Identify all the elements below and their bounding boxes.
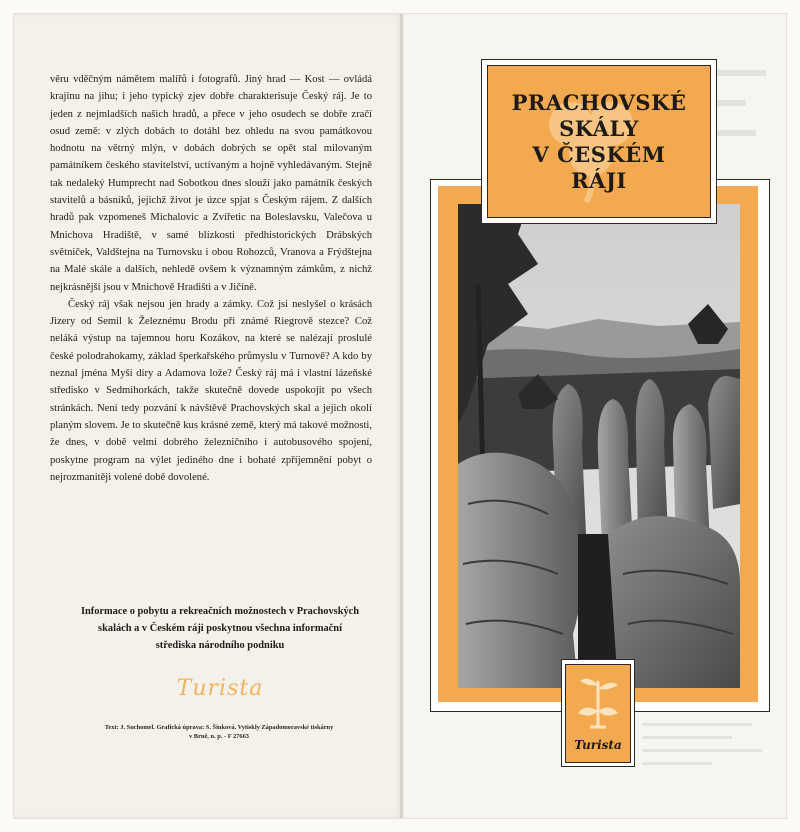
rock-towers-photo <box>458 204 740 688</box>
left-panel <box>14 14 402 818</box>
title-line: V ČESKÉM <box>532 141 666 167</box>
title-box <box>487 65 711 218</box>
body-text <box>50 71 372 486</box>
credits-line: v Brně, n. p. - F 27663 <box>189 733 249 740</box>
cover-title <box>512 90 687 194</box>
info-text: Informace o pobytu a rekreačních možnostech v Prachovských skalách a v Českém ráji poskytnou všechna informační střediska národního podniku <box>80 606 360 651</box>
plant-emblem-icon <box>566 667 630 739</box>
badge-logo-text: Turista <box>574 738 622 752</box>
show-through-marks <box>642 718 772 778</box>
credits-line: Text: J. Suchomel. Grafická úprava: S. Šinková. Vytiskly Západomoravské tiskárny <box>104 724 334 731</box>
turista-badge <box>565 664 631 763</box>
credits <box>54 723 384 741</box>
paragraph: věru vděčným námětem malířů i fotografů. Jiný hrad — Kost — ovládá krajinu na jihu; i jeho typický zjev dobře charakterisuje Český ráj. Je to jeden z nejmladších našich hradů, a přece v jeho osudech se dobře zračí osud země: v zlých dobách to dotáhl bez ohledu na svou památkovou hodnotu na větrný mlýn, v dobách dobrých se opět stal milovaným památníkem českého stavitelství, uctívaným a hojně vyhledávaným. Stejně tak nedaleký Humprecht nad Sobotkou dnes slouží jako památník českých stavitelů a básníků, jejichž život je úzce spjat s Českým rájem. Z dalších hradů pak vzpomeneš Michalovic a Zvířetic na Boleslavsku, Valečova u Mnichova Hradiště, v samé blízkosti předhistorických Drábských světniček, Valdštejna na Turnovsku i obou Rohozců, Vranova a Frýdštejna na Malé skále a dalších, nehledě ovšem k významným zámkům, z nichž nejkrásnější jsou v Mnichově Hradišti a v Jičíně. <box>50 74 372 293</box>
paragraph: Český ráj však nejsou jen hrady a zámky. Což jsi neslyšel o krásách Jizery od Semil k Železnému Brodu při známé Riegrově stezce? Což neláká výstup na tajemnou horu Kozákov, na které se nalézají proslulé české polodrahokamy, základ šperkařského průmyslu v Turnově? A kdo by neznal jména Myší díry a Adamova lože? Český ráj má i vlastní lázeňské středisko v Sedmihorkách, takže skutečně dovede uspokojit po všech stránkách. Není tedy pozvání k návštěvě Prachovských skal a jejich okolí planým slovem. Je to skutečně kus krásné země, který má takové možnosti, že dnes, v době velmi dobrého železničního i autobusového spojení, poskytne program na výlet jediného dne i bohaté zpříjemnění pobyt o nejrozmanitěji volené době dovolené. <box>50 298 372 483</box>
turista-logo: Turista <box>176 675 264 701</box>
title-line: RÁJI <box>571 167 627 193</box>
fold-line <box>400 14 404 818</box>
title-line: PRACHOVSKÉ <box>511 89 687 115</box>
title-line: SKÁLY <box>559 115 639 141</box>
